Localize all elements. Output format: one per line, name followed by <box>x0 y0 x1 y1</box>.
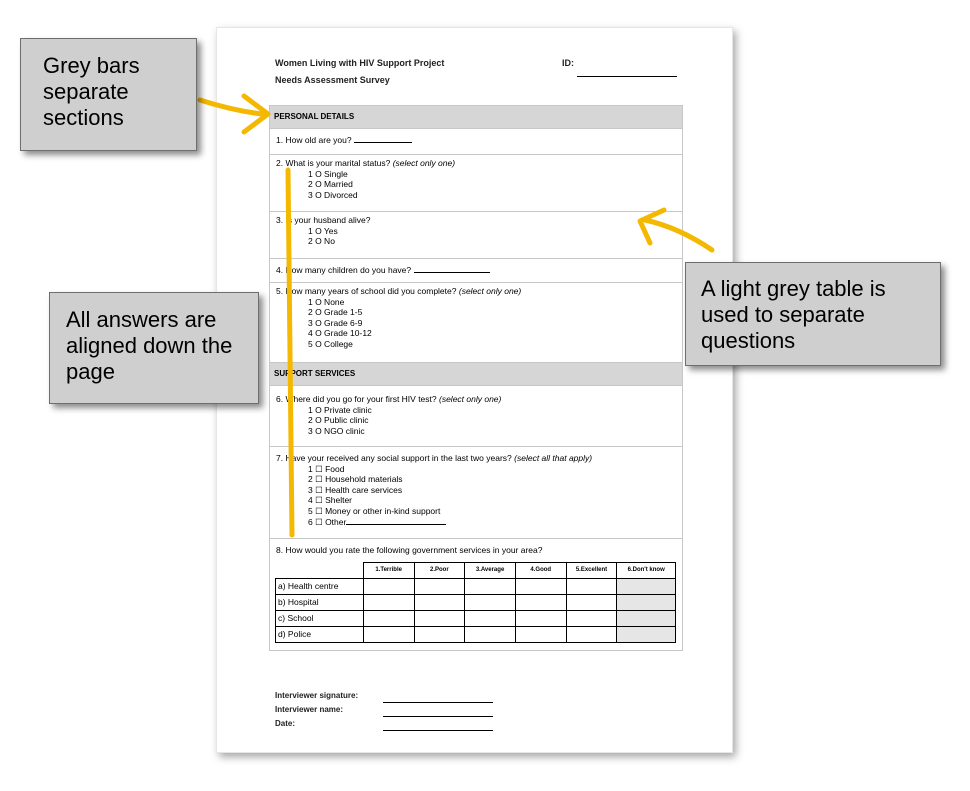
option[interactable]: 5 O College <box>308 338 353 349</box>
date-label: Date: <box>275 719 296 728</box>
question-1-text: 1. How old are you? <box>276 135 352 145</box>
option[interactable]: 2 O Grade 1-5 <box>308 307 363 318</box>
question-3-text: 3. Is your husband alive? <box>276 215 371 225</box>
question-2-hint: (select only one) <box>392 158 456 168</box>
option[interactable]: 3 ☐ Health care services <box>308 484 403 495</box>
option[interactable]: 2 O Public clinic <box>308 415 369 426</box>
rating-column-header: 1.Terrible <box>363 562 414 578</box>
option[interactable]: 2 ☐ Household materials <box>308 474 403 485</box>
rating-column-header: 4.Good <box>515 562 566 578</box>
rating-column-header: 6.Don't know <box>617 562 676 578</box>
project-title: Women Living with HIV Support Project <box>275 58 445 68</box>
rating-row-label: d) Police <box>276 626 364 642</box>
callout-answers-aligned: All answers are aligned down the page <box>49 292 259 404</box>
question-6-hint: (select only one) <box>439 394 502 404</box>
question-5-hint: (select only one) <box>458 286 522 296</box>
rating-column-header: 5.Excellent <box>566 562 617 578</box>
option[interactable]: 3 O Divorced <box>308 189 358 200</box>
question-7-hint: (select all that apply) <box>514 453 593 463</box>
option[interactable]: 1 O Yes <box>308 225 338 236</box>
interviewer-name-label: Interviewer name: <box>275 705 344 714</box>
question-7-text: 7. Have your received any social support in the last two years? <box>276 453 512 463</box>
callout-light-grey-table: A light grey table is used to separate questions <box>685 262 941 366</box>
option[interactable]: 4 ☐ Shelter <box>308 495 353 506</box>
option[interactable]: 3 O NGO clinic <box>308 425 365 436</box>
rating-row-label: a) Health centre <box>276 578 364 594</box>
survey-title: Needs Assessment Survey <box>275 75 390 85</box>
question-4-text: 4. How many children do you have? <box>276 265 412 275</box>
option[interactable]: 1 ☐ Food <box>308 463 345 474</box>
option-label: 6 ☐ Other <box>308 516 347 527</box>
id-label: ID: <box>562 58 574 68</box>
interviewer-signature-label: Interviewer signature: <box>275 691 359 700</box>
section-bar-personal-details: PERSONAL DETAILS <box>270 106 682 129</box>
question-5-text: 5. How many years of school did you complete? <box>276 286 457 296</box>
option[interactable]: 2 O No <box>308 236 335 247</box>
rating-row-label: c) School <box>276 610 364 626</box>
option[interactable]: 5 ☐ Money or other in-kind support <box>308 505 441 516</box>
option[interactable]: 2 O Married <box>308 179 353 190</box>
rating-column-header: 2.Poor <box>414 562 465 578</box>
option[interactable]: 1 O Single <box>308 168 348 179</box>
question-6-text: 6. Where did you go for your first HIV test? <box>276 394 437 404</box>
question-2-text: 2. What is your marital status? <box>276 158 391 168</box>
option[interactable]: 1 O None <box>308 296 345 307</box>
question-8-text: 8. How would you rate the following government services in your area? <box>276 545 543 555</box>
rating-row-label: b) Hospital <box>276 594 364 610</box>
option[interactable]: 3 O Grade 6-9 <box>308 317 363 328</box>
option[interactable]: 1 O Private clinic <box>308 404 372 415</box>
section-bar-support-services: SUPPORT SERVICES <box>270 363 682 386</box>
alignment-line <box>288 170 292 535</box>
arrow-to-table <box>645 220 712 250</box>
option[interactable]: 4 O Grade 10-12 <box>308 328 372 339</box>
rating-column-header: 3.Average <box>465 562 516 578</box>
callout-grey-bars: Grey bars separate sections <box>20 38 197 151</box>
